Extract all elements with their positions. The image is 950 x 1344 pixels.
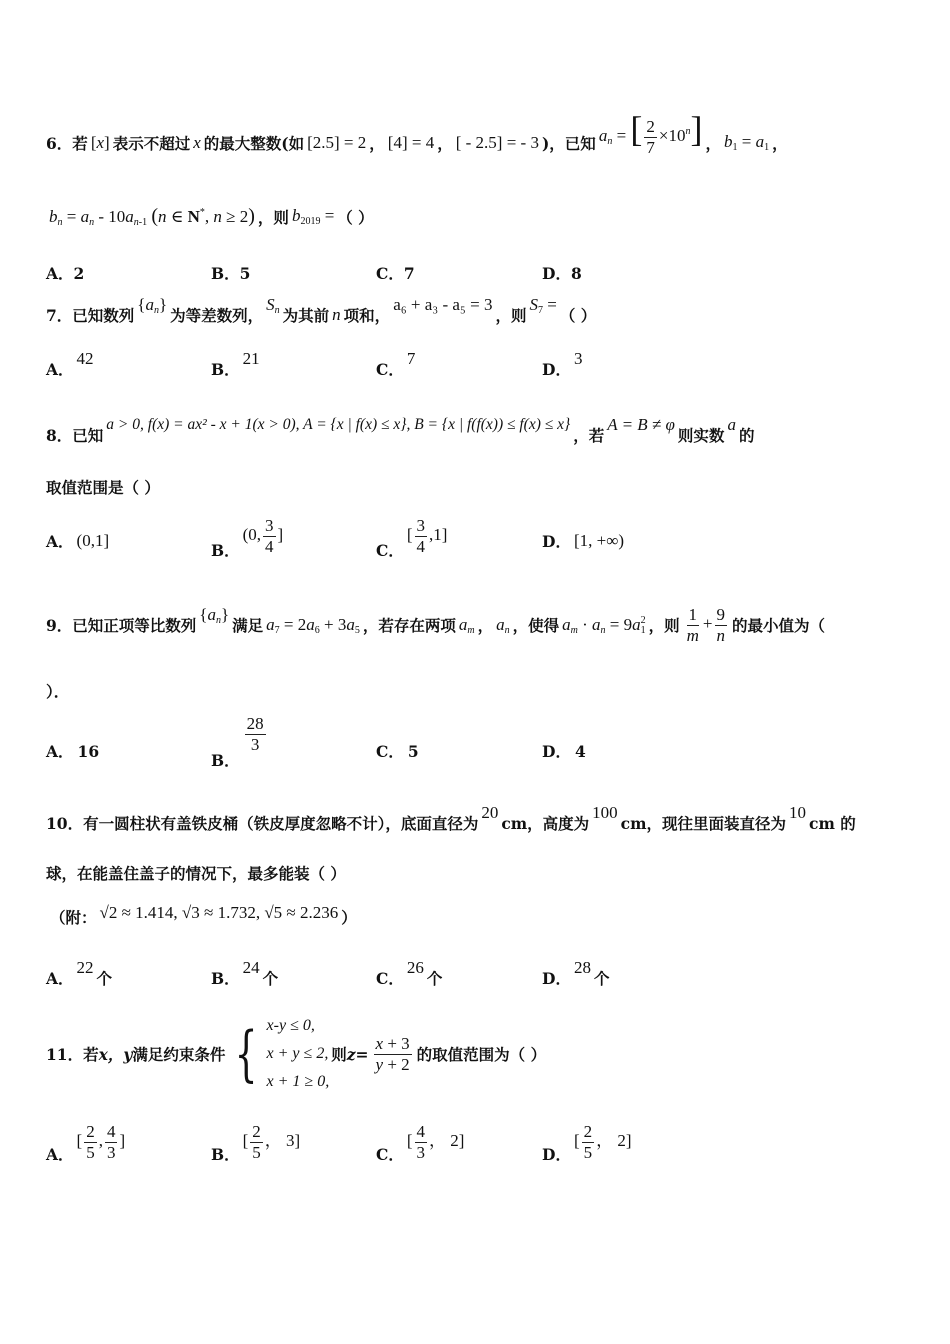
q6-option-b[interactable]: B．5 [211, 264, 251, 283]
constraint-2: x + y ≤ 2, [266, 1045, 329, 1062]
example-3: [ - 2.5] = - 3 [455, 132, 539, 152]
example-2: [4] = 4 [387, 132, 435, 152]
q7-condition: a₆ + a₃ - a₅ = 3 [393, 295, 493, 314]
q9-expression: $\frac{1}{m}$ + $\frac{9}{n}$ [686, 605, 726, 645]
q10-option-a[interactable]: A． 22 个 [46, 958, 113, 988]
q7-option-c[interactable]: C． 7 [376, 349, 416, 379]
q11-option-b[interactable]: B． [ $\frac{2}{5}$ ， 3] [211, 1122, 301, 1165]
q9-option-b[interactable]: B． $\frac{28}{3}$ [211, 714, 264, 771]
q11-option-d[interactable]: D． [ $\frac{2}{5}$ ， 2] [542, 1122, 632, 1165]
q6-option-d[interactable]: D．8 [542, 264, 582, 283]
b2019: $b_{2019}$ = [291, 206, 335, 227]
b1-equals-a1: $b_1 = a_1$ [724, 132, 770, 154]
q8-line1: 8．已知 a > 0, f(x) = ax² - x + 1(x > 0), A = {x | f(x) ≤ x}, B = {x | f(f(x)) ≤ f(x) ≤ x} ，若 A = B ≠ φ 则实数 a 的 [46, 415, 755, 445]
q6-number: 6． [46, 133, 73, 153]
q8-condition: a > 0, f(x) = ax² - x + 1(x > 0), A = {x | f(x) ≤ x}, B = {x | f(f(x)) ≤ f(x) ≤ x} [106, 416, 571, 433]
q11-option-c[interactable]: C． [ $\frac{4}{3}$ ， 2] [376, 1122, 465, 1165]
q8-option-a[interactable]: A． (0,1] [46, 531, 110, 551]
q11-number: 11．若 [46, 1045, 99, 1064]
q8-option-c[interactable]: C． [ $\frac{3}{4}$ ,1] [376, 516, 448, 561]
q9-option-c[interactable]: C． 5 [376, 741, 419, 761]
constraint-system: { x-y ≤ 0, x + y ≤ 2, x + 1 ≥ 0, [227, 1012, 329, 1096]
q10-line2: 球，在能盖住盖子的情况下，最多能装（ ） [46, 864, 346, 883]
q8-option-d[interactable]: D． [1, +∞) [542, 531, 624, 551]
q10-number: 10．有一圆柱状有盖铁皮桶（铁皮厚度忽略不计），底面直径为 [46, 814, 479, 833]
z-expression: $\frac{x + 3}{y + 2}$ [375, 1033, 410, 1074]
q8-number: 8．已知 [46, 426, 104, 445]
example-1: [2.5] = 2 [307, 132, 367, 152]
q9-option-d[interactable]: D． 4 [542, 741, 586, 761]
an-definition: $a_n$ = [ $\frac{2}{7}$ $\times 10^n$] [598, 109, 703, 157]
floor-x: [x] [90, 132, 110, 152]
q9-number: 9．已知正项等比数列 [46, 616, 197, 636]
q8-line2: 取值范围是（ ） [46, 478, 160, 497]
q10-approximations: √2 ≈ 1.414, √3 ≈ 1.732, √5 ≈ 2.236 [99, 903, 339, 922]
q10-option-d[interactable]: D． 28 个 [542, 958, 610, 988]
q9-line1: 9．已知正项等比数列 $\{a_n\}$ 满足 $a_7 = 2a_6 + 3a_5$ ，若存在两项 $a_m$ ， $a_n$ ，使得 $a_m \cdot a_n = 9a_1^2$ ，则 $\frac{1}{m}$ + $\frac{9}{n}$ 的最小值为（ [46, 604, 826, 645]
constraint-3: x + 1 ≥ 0, [266, 1073, 330, 1090]
q7-number: 7．已知数列 [46, 306, 135, 325]
q7-option-d[interactable]: D． 3 [542, 349, 583, 379]
constraint-1: x-y ≤ 0, [266, 1017, 315, 1034]
q10-option-c[interactable]: C． 26 个 [376, 958, 443, 988]
q6-line1: 6． 若 [x] 表示不超过 x 的最大整数(如 [2.5] = 2 ， [4] = 4 ， [ - 2.5] = - 3 )，已知 $a_n$ = [ $\frac{2}{7}$ $\times 10^n$] ， $b_1 = a_1$ ， [46, 109, 788, 157]
q9-product: $a_m \cdot a_n = 9a_1^2$ [562, 614, 646, 636]
q7-line1: 7．已知数列 $\{a_n\}$ 为等差数列， $S_n$ 为其前 n 项和， a₆ + a₃ - a₅ = 3 ，则 $S_7$ = （ ） [46, 294, 597, 325]
q10-line1: 10．有一圆柱状有盖铁皮桶（铁皮厚度忽略不计），底面直径为 20 cm，高度为 100 cm，现往里面装直径为 10 cm 的 [46, 803, 856, 833]
q9-option-a[interactable]: A． 16 [46, 741, 100, 761]
bn-recurrence: $b_n = a_n - 10a_{n-1}$ (n ∈ N*, n ≥ 2) [49, 205, 255, 228]
q10-option-b[interactable]: B． 24 个 [211, 958, 279, 988]
q7-option-b[interactable]: B． 21 [211, 349, 260, 379]
q6-option-c[interactable]: C．7 [376, 264, 415, 283]
q9-recurrence: $a_7 = 2a_6 + 3a_5$ [266, 614, 360, 636]
q10-note: （附： √2 ≈ 1.414, √3 ≈ 1.732, √5 ≈ 2.236 ） [50, 903, 357, 927]
q11-option-a[interactable]: A． [ $\frac{2}{5}$ , $\frac{4}{3}$ ] [46, 1122, 126, 1165]
q11-line1: 11．若 x，y 满足约束条件 { x-y ≤ 0, x + y ≤ 2, x + 1 ≥ 0, 则 z= $\frac{x + 3}{y + 2}$ 的取值范围为（ ） [46, 1012, 910, 1096]
q9-line2: ）． [46, 682, 70, 701]
q8-option-b[interactable]: B． (0, $\frac{3}{4}$ ] [211, 516, 284, 561]
q7-option-a[interactable]: A． 42 [46, 349, 94, 379]
q6-line2: $b_n = a_n - 10a_{n-1}$ (n ∈ N*, n ≥ 2) ，则 $b_{2019}$ = （ ） [49, 205, 374, 228]
q6-option-a[interactable]: A．2 [46, 264, 85, 283]
